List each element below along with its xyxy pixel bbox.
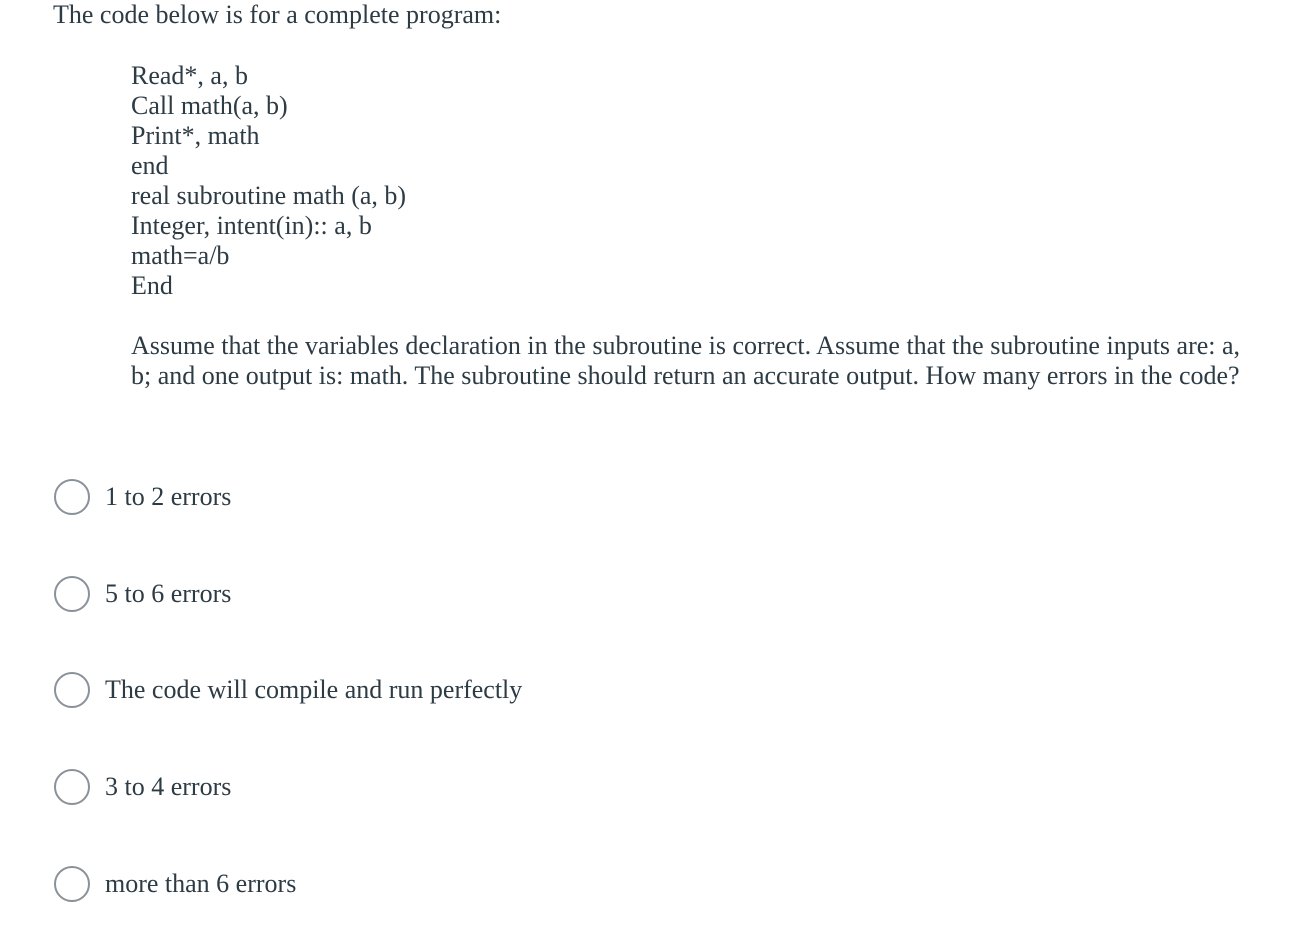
answer-option-1-to-2-errors[interactable] [54,476,231,518]
radio-button[interactable] [54,769,90,805]
answer-label: more than 6 errors [105,869,297,898]
answer-option-more-than-6-errors[interactable] [54,863,296,905]
radio-button[interactable] [54,479,90,515]
answer-label: 1 to 2 errors [105,482,232,511]
code-line: math=a/b [131,241,230,270]
answer-option-compile-perfectly[interactable] [54,669,522,711]
question-intro: The code below is for a complete program: [53,0,502,29]
answer-option-3-to-4-errors[interactable] [54,766,231,808]
code-line: Read*, a, b [131,61,248,90]
code-line: real subroutine math (a, b) [131,181,407,210]
code-line: Print*, math [131,121,260,150]
answer-label: The code will compile and run perfectly [105,675,523,704]
answer-option-5-to-6-errors[interactable] [54,573,231,615]
code-line: End [131,271,173,300]
answer-label: 3 to 4 errors [105,772,232,801]
code-block [131,61,406,301]
radio-button[interactable] [54,866,90,902]
code-line: Call math(a, b) [131,91,288,120]
answer-label: 5 to 6 errors [105,579,232,608]
code-line: end [131,151,169,180]
radio-button[interactable] [54,672,90,708]
question-prompt: Assume that the variables declaration in the subroutine is correct. Assume that the subroutine inputs are: a, b; and one output is: math. The subroutine should return an accurate output. How many errors in the code? [131,331,1241,390]
code-line: Integer, intent(in):: a, b [131,211,372,240]
radio-button[interactable] [54,576,90,612]
